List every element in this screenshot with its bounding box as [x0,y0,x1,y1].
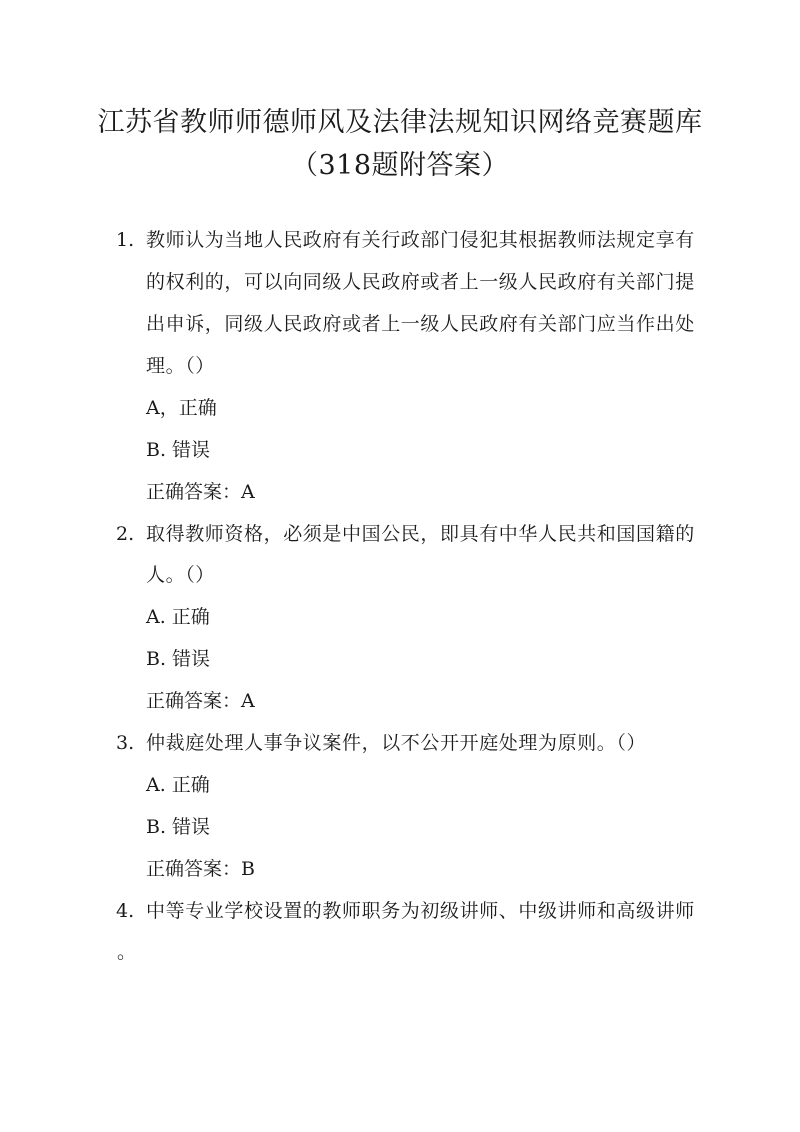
question-text-line: 理。（） [146,355,215,377]
correct-answer: 正确答案：A [146,481,255,503]
question-number: 2. [116,523,135,545]
document-subtitle: （318题附答案） [290,150,510,181]
question-text-line: 仲裁庭处理人事争议案件，以不公开开庭处理为原则。（） [146,732,647,754]
question-text-line: 教师认为当地人民政府有关行政部门侵犯其根据教师法规定享有 [146,229,695,251]
option-a: A. 正确 [146,774,210,796]
option-b: B. 错误 [146,648,211,670]
question-text-line: 中等专业学校设置的教师职务为初级讲师、中级讲师和高级讲师 [146,900,695,922]
question-text-line: 。 [117,941,137,963]
option-b: B. 错误 [146,439,211,461]
question-text-line: 取得教师资格，必须是中国公民，即具有中华人民共和国国籍的 [146,523,695,545]
question-text-line: 的权利的，可以向同级人民政府或者上一级人民政府有关部门提 [146,271,695,293]
question-number: 1. [116,229,135,251]
option-a: A. 正确 [146,606,210,628]
option-a: A，正确 [146,397,217,419]
document-title: 江苏省教师师德师风及法律法规知识网络竞赛题库 [97,107,703,138]
option-b: B. 错误 [146,816,211,838]
question-number: 3. [116,732,135,754]
correct-answer: 正确答案：A [146,690,255,712]
question-text-line: 人。（） [146,564,215,586]
question-text-line: 出申诉，同级人民政府或者上一级人民政府有关部门应当作出处 [146,313,695,335]
correct-answer: 正确答案：B [146,858,255,880]
question-number: 4. [116,900,135,922]
